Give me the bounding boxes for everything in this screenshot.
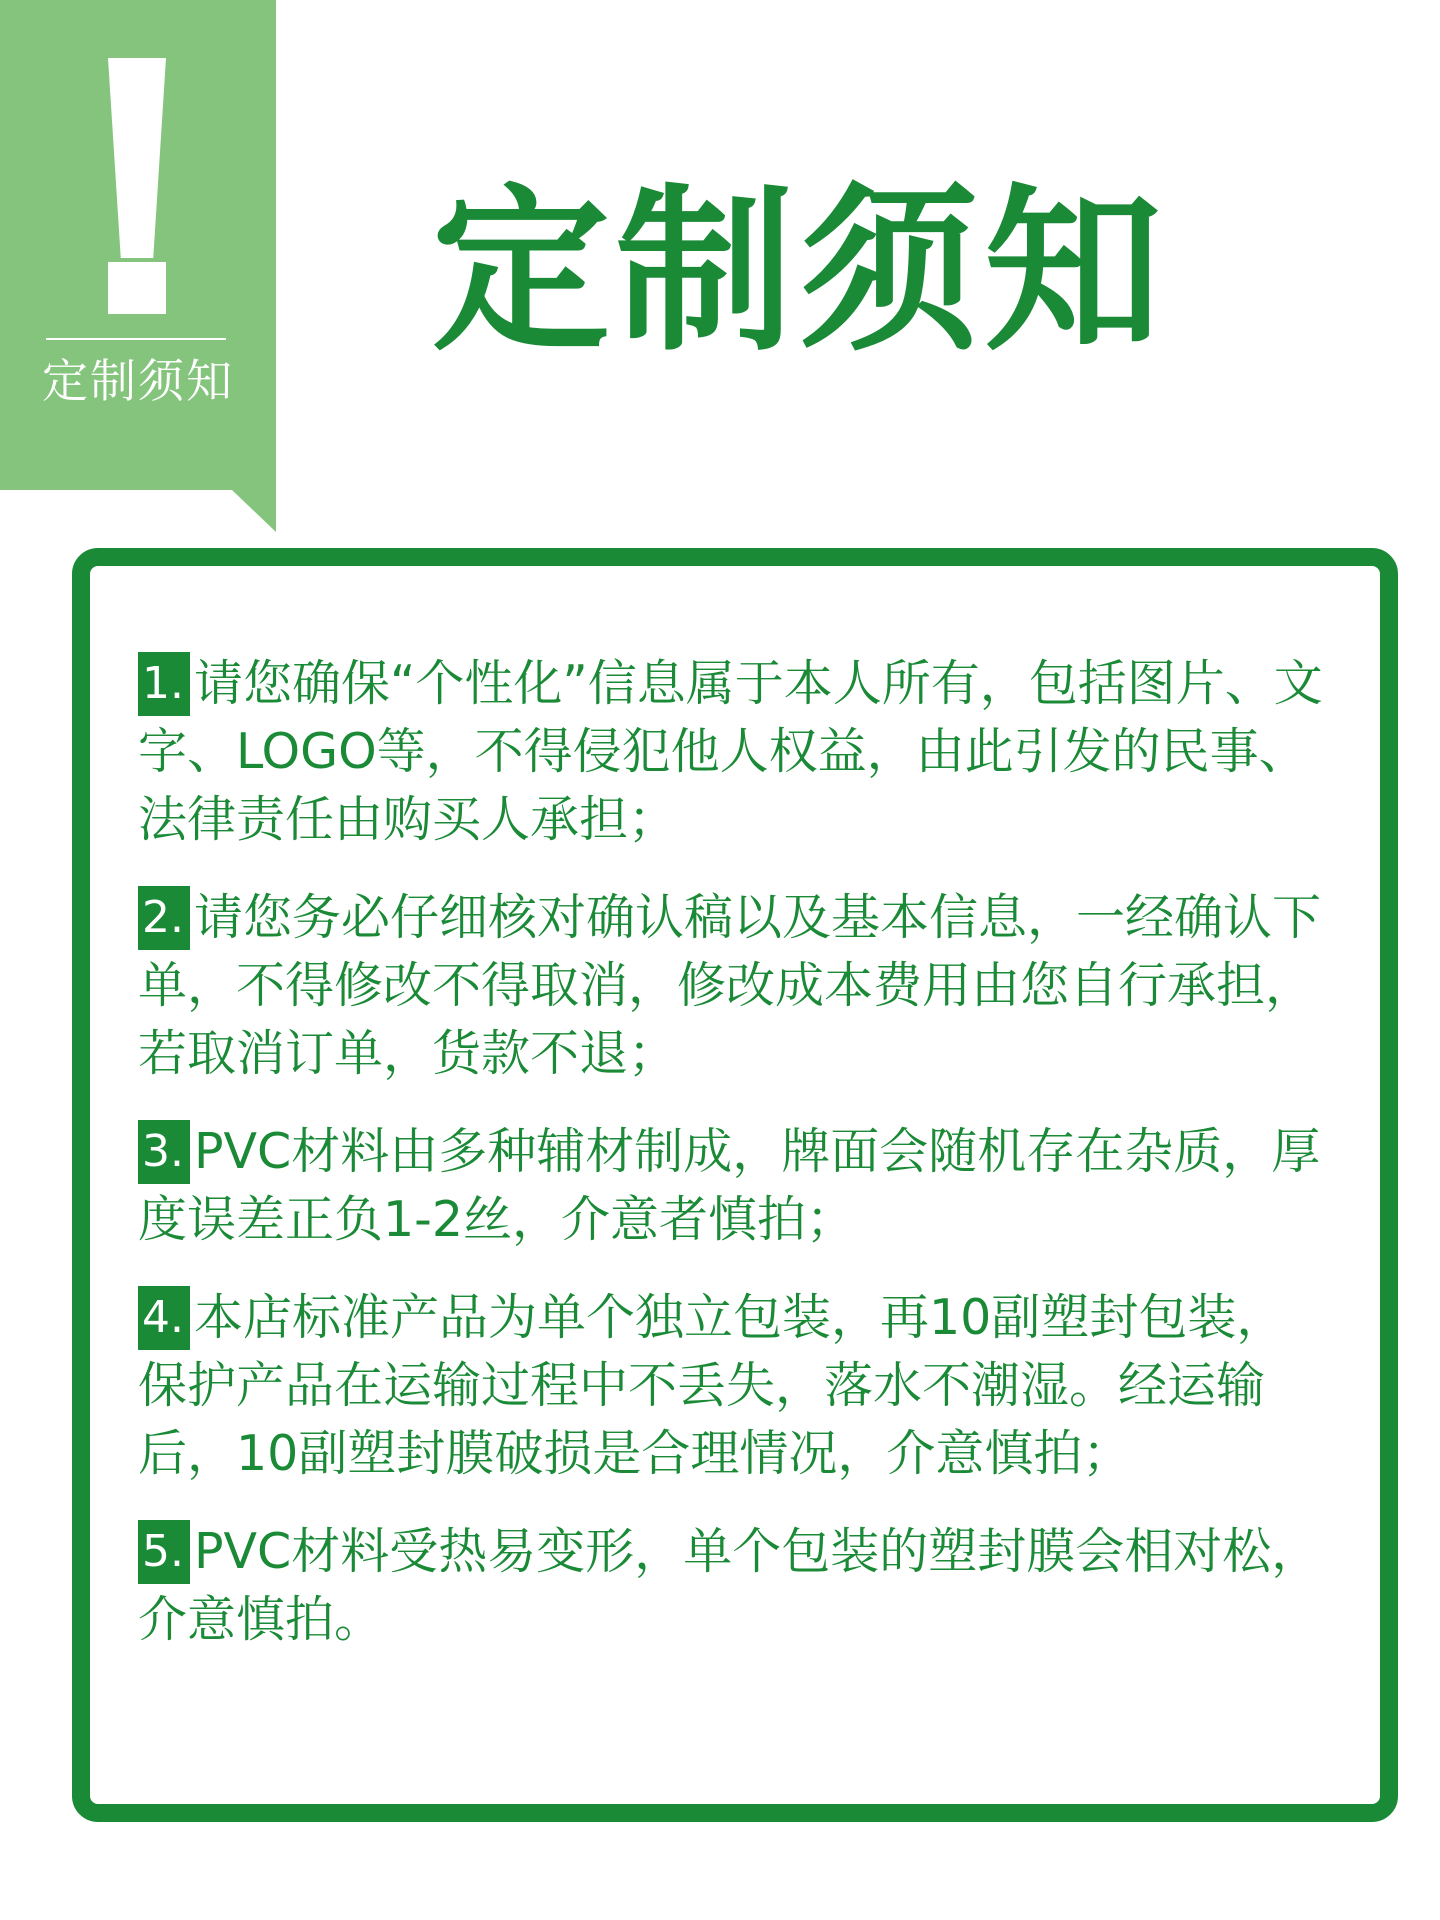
notice-list xyxy=(138,650,1324,1684)
exclamation-dot-icon xyxy=(108,262,166,314)
notice-item-3 xyxy=(138,1118,1324,1254)
notice-item-4 xyxy=(138,1284,1324,1488)
notice-number-5: 5. xyxy=(138,1520,190,1584)
notice-text-2: 请您务必仔细核对确认稿以及基本信息，一经确认下单，不得修改不得取消，修改成本费用由您自行承担，若取消订单，货款不退； xyxy=(138,889,1321,1082)
notice-item-2 xyxy=(138,884,1324,1088)
page-title: 定制须知 xyxy=(432,168,1168,375)
notice-number-1: 1. xyxy=(138,652,190,716)
badge-notch xyxy=(232,490,276,532)
exclamation-icon xyxy=(108,58,166,258)
notice-number-4: 4. xyxy=(138,1286,190,1350)
notice-text-3: PVC材料由多种辅材制成，牌面会随机存在杂质，厚度误差正负1-2丝，介意者慎拍； xyxy=(138,1123,1321,1248)
notice-text-4: 本店标准产品为单个独立包装，再10副塑封包装，保护产品在运输过程中不丢失，落水不潮湿。经运输后，10副塑封膜破损是合理情况，介意慎拍； xyxy=(138,1289,1286,1482)
notice-item-1 xyxy=(138,650,1324,854)
notice-text-5: PVC材料受热易变形，单个包装的塑封膜会相对松，介意慎拍。 xyxy=(138,1523,1321,1648)
notice-number-3: 3. xyxy=(138,1120,190,1184)
badge-divider xyxy=(46,338,226,340)
notice-item-5 xyxy=(138,1518,1324,1654)
badge-label: 定制须知 xyxy=(42,354,234,408)
notice-number-2: 2. xyxy=(138,886,190,950)
notice-text-1: 请您确保“个性化”信息属于本人所有，包括图片、文字、LOGO等，不得侵犯他人权益，由此引发的民事、法律责任由购买人承担； xyxy=(138,655,1323,848)
corner-badge xyxy=(0,0,276,490)
